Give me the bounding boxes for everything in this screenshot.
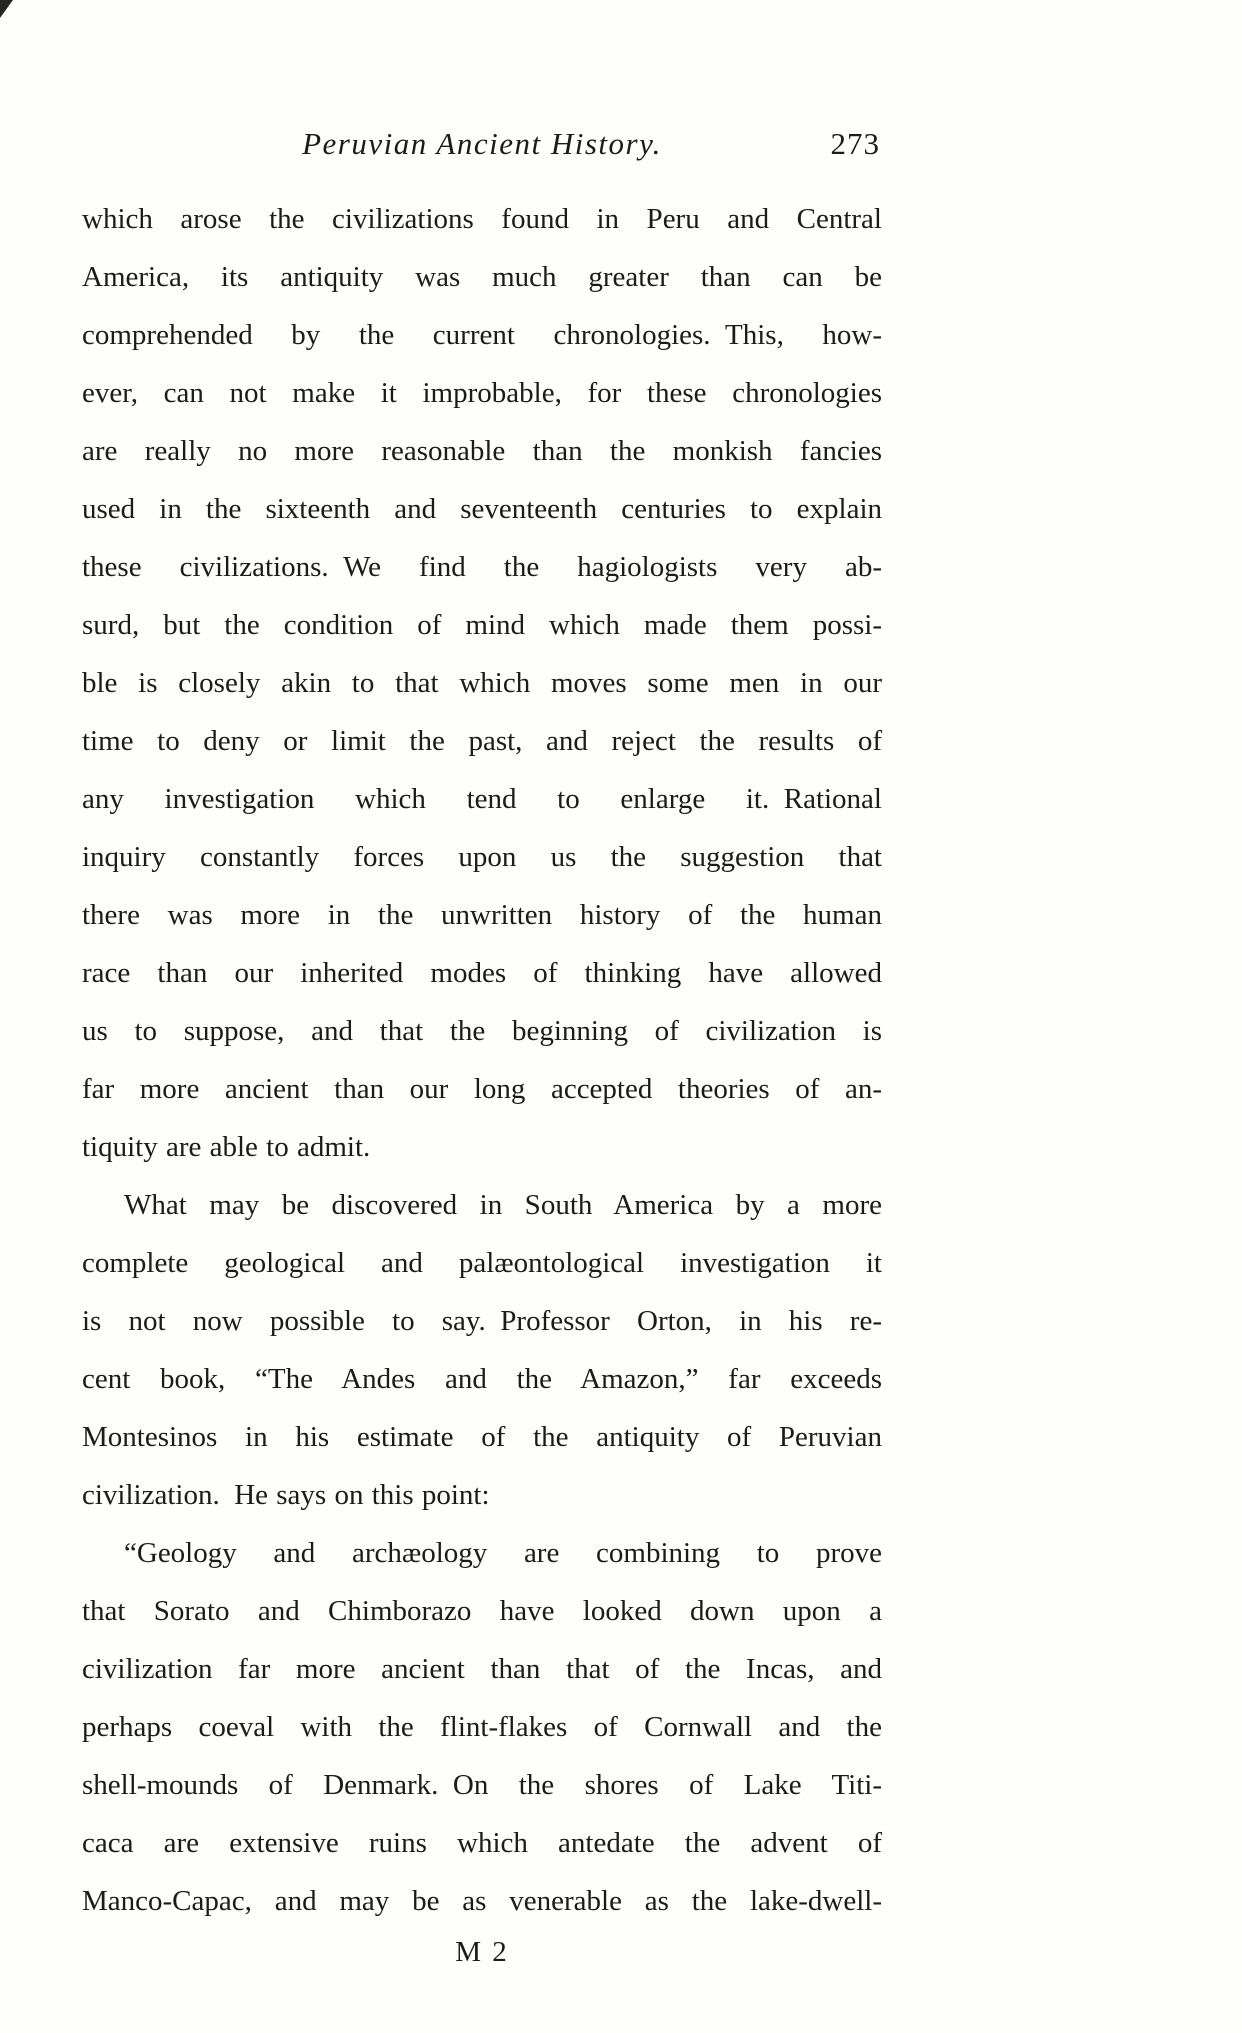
text-line: complete geological and palæontological investigation it [82, 1247, 882, 1279]
paragraph [82, 190, 882, 1176]
text-line: ble is closely akin to that which moves some men in our [82, 667, 882, 699]
text-line: America, its antiquity was much greater than can be [82, 261, 882, 293]
text-line: race than our inherited modes of thinking have allowed [82, 957, 882, 989]
text-line: inquiry constantly forces upon us the suggestion that [82, 841, 882, 873]
text-line: “Geology and archæology are combining to prove [124, 1537, 882, 1569]
text-line: ever, can not make it improbable, for these chronologies [82, 377, 882, 409]
text-line: tiquity are able to admit. [82, 1131, 371, 1163]
text-line: far more ancient than our long accepted theories of an- [82, 1073, 882, 1105]
text-line: civilization. He says on this point: [82, 1479, 490, 1511]
text-line: perhaps coeval with the flint-flakes of Cornwall and the [82, 1711, 882, 1743]
text-line: that Sorato and Chimborazo have looked down upon a [82, 1595, 882, 1627]
page-footer [82, 1936, 882, 1969]
text-line: cent book, “The Andes and the Amazon,” far exceeds [82, 1363, 882, 1395]
text-line: civilization far more ancient than that of the Incas, and [82, 1653, 882, 1685]
text-line: there was more in the unwritten history of the human [82, 899, 882, 931]
text-line: any investigation which tend to enlarge it. Rational [82, 783, 882, 815]
text-line: us to suppose, and that the beginning of civilization is [82, 1015, 882, 1047]
paragraph [82, 1524, 882, 1930]
text-line: shell-mounds of Denmark. On the shores of Lake Titi- [82, 1769, 882, 1801]
text-line: these civilizations. We find the hagiologists very ab- [82, 551, 882, 583]
text-line: used in the sixteenth and seventeenth centuries to explain [82, 493, 882, 525]
text-line: which arose the civilizations found in Peru and Central [82, 203, 882, 235]
running-header-title: Peruvian Ancient History. [302, 126, 662, 161]
text-line: comprehended by the current chronologies. This, how- [82, 319, 882, 351]
text-block [82, 126, 882, 1969]
scan-artifact [0, 0, 13, 18]
text-line: is not now possible to say. Professor Orton, in his re- [82, 1305, 882, 1337]
text-line: caca are extensive ruins which antedate the advent of [82, 1827, 882, 1859]
text-line: surd, but the condition of mind which made them possi- [82, 609, 882, 641]
paragraph [82, 1176, 882, 1524]
text-line: Manco-Capac, and may be as venerable as the lake-dwell- [82, 1885, 882, 1917]
text-line: Montesinos in his estimate of the antiquity of Peruvian [82, 1421, 882, 1453]
running-header [82, 126, 882, 172]
text-line: What may be discovered in South America by a more [124, 1189, 882, 1221]
text-line: are really no more reasonable than the monkish fancies [82, 435, 882, 467]
page-body [82, 190, 882, 1930]
signature-mark: M 2 [455, 1936, 509, 1968]
text-line: time to deny or limit the past, and reject the results of [82, 725, 882, 757]
page-number: 273 [830, 126, 880, 161]
